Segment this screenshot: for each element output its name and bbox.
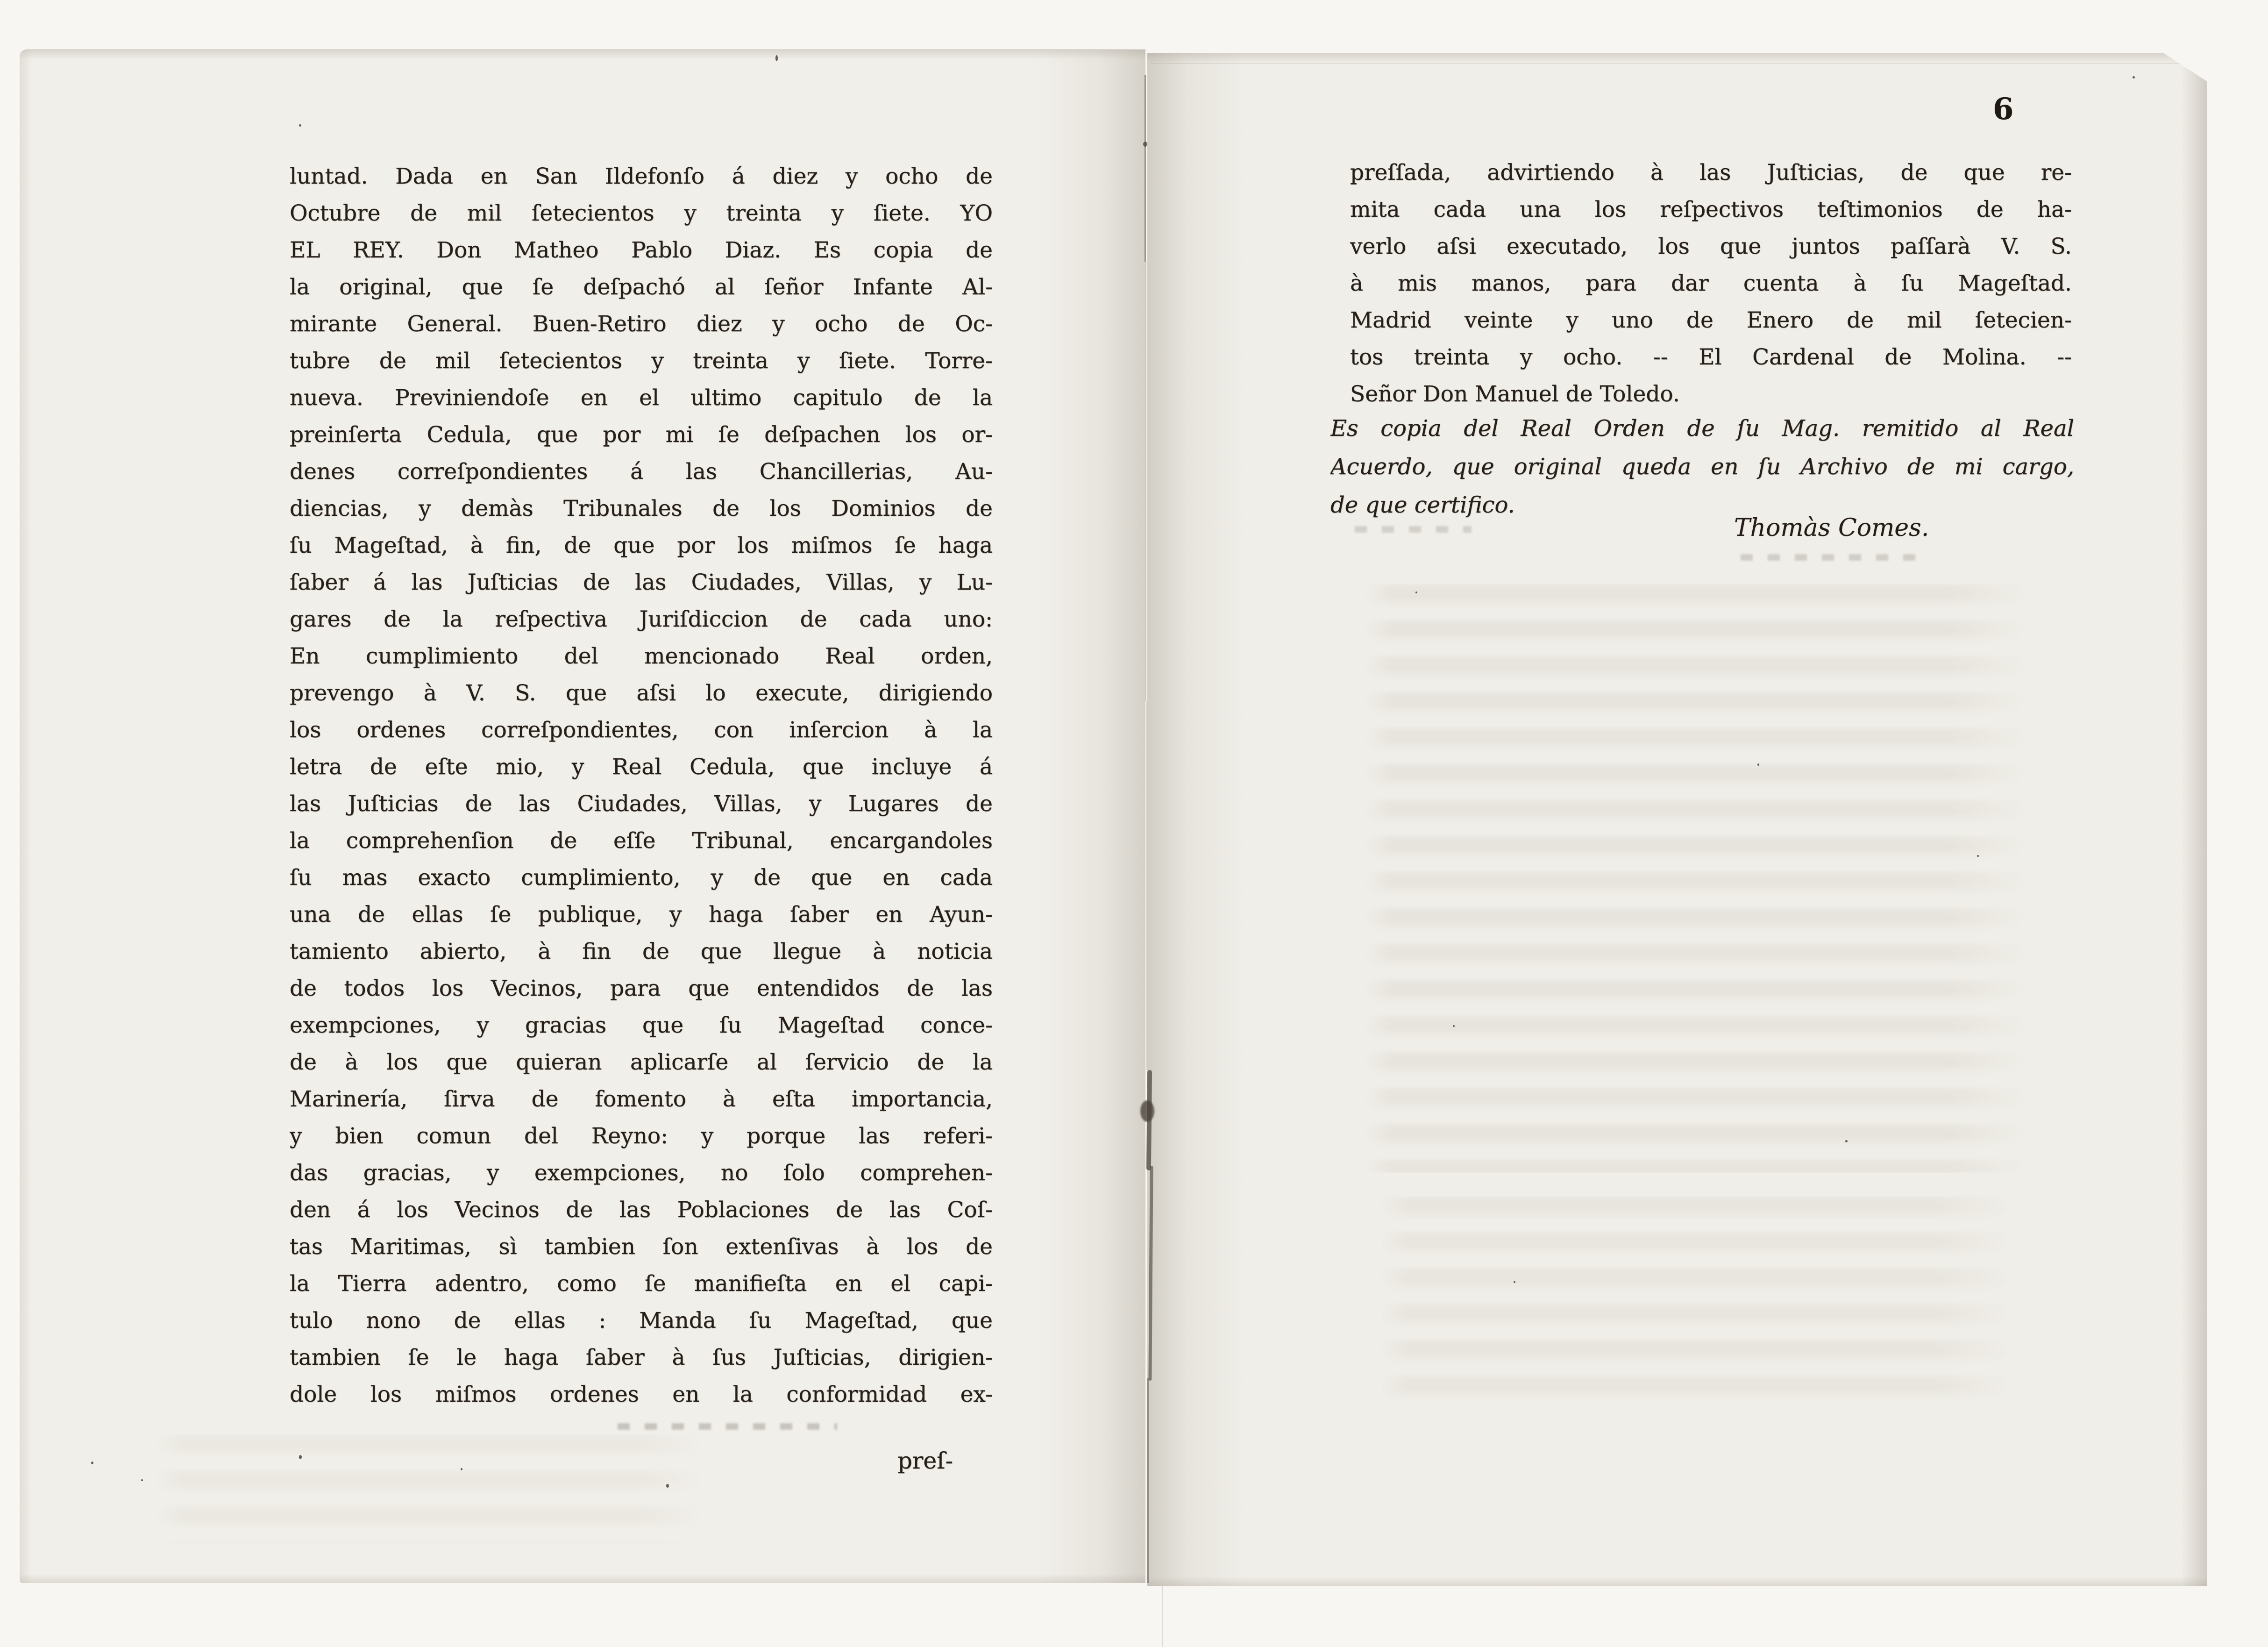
certification-text [1330,409,2074,524]
speck [1845,1140,1848,1142]
fold-crease [1145,262,1146,701]
fold-crease [1143,142,1147,147]
fold-crease [1162,1586,1163,1647]
text-line: prevengo à V. S. que aſsi lo execute, dirigiendo [290,680,993,706]
text-line: das gracias, y exempciones, no ſolo comprehen- [290,1160,993,1186]
certification-line: Es copia del Real Orden de ſu Mag. remitido al Real [1330,415,2074,442]
text-line: tos treinta y ocho. -- El Cardenal de Molina. -- [1350,344,2072,370]
text-line: luntad. Dada en San Ildefonſo á diez y ocho de [290,164,993,189]
show-through-text [1380,1196,2011,1402]
text-line: la Tierra adentro, como ſe manifieſta en el capi- [290,1271,993,1297]
text-line: de todos los Vecinos, para que entendidos de las [290,976,993,1001]
speck [299,124,301,127]
text-line: la comprehenſion de eſſe Tribunal, encargandoles [290,828,993,854]
page-number: 6 [1993,92,2014,127]
text-line: ſaber á las Juſticias de las Ciudades, Villas, y Lu- [290,570,993,595]
text-line: preſſada, advirtiendo à las Juſticias, de que re- [1350,160,2072,185]
speck [1415,592,1417,593]
text-line: mirante General. Buen-Retiro diez y ocho de Oc- [290,311,993,337]
text-line: EL REY. Don Matheo Pablo Diaz. Es copia de [290,237,993,263]
show-through-text [1364,584,2027,1173]
text-line: diencias, y demàs Tribunales de los Dominios de [290,496,993,521]
text-line: tamiento abierto, à fin de que llegue à noticia [290,939,993,964]
speck [141,1479,143,1481]
signature: Thomàs Comes. [1734,514,1929,542]
set-off-smudge [1355,526,1472,533]
text-line: gares de la reſpectiva Juriſdiccion de cada uno: [290,606,993,632]
fold-crease [1147,1378,1149,1583]
speck [461,1468,462,1470]
text-line: Marinería, ſirva de fomento à eſta importancia, [290,1086,993,1112]
text-line: una de ellas ſe publique, y haga ſaber en Ayun- [290,902,993,927]
text-line: preinſerta Cedula, que por mi ſe deſpachen los or- [290,422,993,448]
text-line: tas Maritimas, sì tambien ſon extenſivas à los de [290,1234,993,1260]
speck [91,1462,93,1464]
text-line: y bien comun del Reyno: y porque las referi- [290,1123,993,1149]
right-page-text [1350,154,2072,413]
text-line: Octubre de mil ſetecientos y treinta y ſiete. YO [290,200,993,226]
certification-line: Acuerdo, que original queda en ſu Archivo de mi cargo, [1330,454,2074,480]
set-off-smudge [1741,554,1918,561]
speck [1453,1025,1455,1027]
speck [1977,855,1979,857]
fold-crease [1145,75,1146,262]
text-line: verlo aſsi executado, los que juntos paſſarà V. S. [1350,234,2072,259]
text-line: tambien ſe le haga ſaber à ſus Juſticias, dirigien- [290,1345,993,1370]
text-line: mita cada una los reſpectivos teſtimonios de ha- [1350,197,2072,222]
text-line: Señor Don Manuel de Toledo. [1350,381,1680,407]
speck [1514,1281,1515,1283]
speck [775,55,778,61]
set-off-smudge [618,1423,837,1430]
text-line: denes correſpondientes á las Chancillerias, Au- [290,459,993,485]
text-line: de à los que quieran aplicarſe al ſervicio de la [290,1049,993,1075]
fold-crease [1146,701,1147,1070]
speck [2133,76,2135,78]
certification-line: de que certifico. [1330,492,1515,518]
left-page-text [290,158,993,1413]
text-line: En cumplimiento del mencionado Real orden, [290,643,993,669]
speck [1757,763,1759,766]
text-line: nueva. Previniendoſe en el ultimo capitulo de la [290,385,993,411]
text-line: los ordenes correſpondientes, con inſercion à la [290,717,993,743]
text-line: ſu mas exacto cumplimiento, y de que en cada [290,865,993,891]
text-line: Madrid veinte y uno de Enero de mil ſetecien- [1350,307,2072,333]
text-line: dole los miſmos ordenes en la conformidad ex- [290,1382,993,1407]
speck [666,1484,669,1488]
text-line: den á los Vecinos de las Poblaciones de las Coſ- [290,1197,993,1223]
speck [299,1455,302,1459]
text-line: la original, que ſe deſpachó al ſeñor Infante Al- [290,274,993,300]
text-line: exempciones, y gracias que ſu Mageſtad conce- [290,1012,993,1038]
fold-crease [1140,1100,1154,1122]
text-line: letra de eſte mio, y Real Cedula, que incluye á [290,754,993,780]
text-line: à mis manos, para dar cuenta à ſu Mageſtad. [1350,271,2072,296]
text-line: las Juſticias de las Ciudades, Villas, y Lugares de [290,791,993,817]
text-line: tulo nono de ellas : Manda ſu Mageſtad, que [290,1308,993,1333]
text-line: ſu Mageſtad, à fin, de que por los miſmos ſe haga [290,533,993,558]
text-line: tubre de mil ſetecientos y treinta y ſiete. Torre- [290,348,993,374]
catchword: preſ- [897,1447,953,1474]
